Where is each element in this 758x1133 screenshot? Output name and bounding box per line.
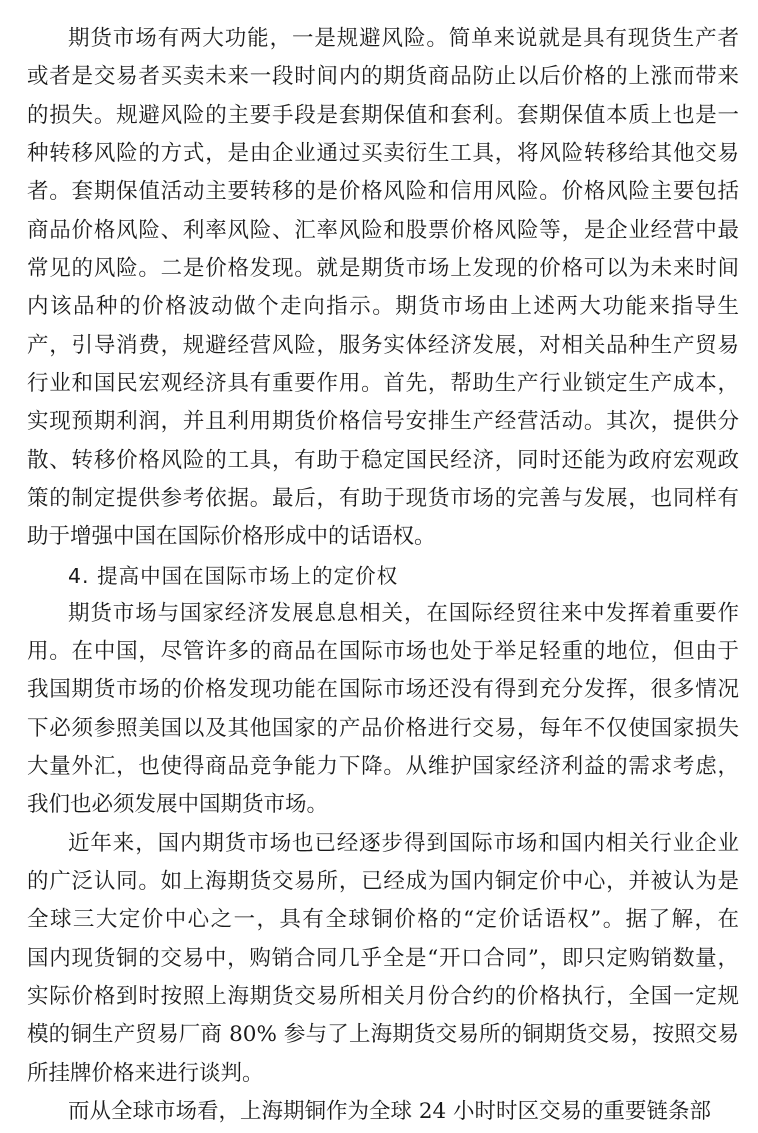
text-line: 者。套期保值活动主要转移的是价格风险和信用风险。价格风险主要包括 xyxy=(27,179,739,204)
section-heading: 4. 提高中国在国际市场上的定价权 xyxy=(68,564,399,588)
text-line: 或者是交易者买卖未来一段时间内的期货商品防止以后价格的上涨而带来 xyxy=(27,64,739,89)
text-line: 散、转移价格风险的工具，有助于稳定国民经济，同时还能为政府宏观政 xyxy=(27,448,739,473)
text-line: 实际价格到时按照上海期货交易所相关月份合约的价格执行，全国一定规 xyxy=(27,984,739,1009)
text-line: 国内现货铜的交易中，购销合同几乎全是“开口合同”，即只定购销数量， xyxy=(27,946,739,971)
text-line: 大量外汇，也使得商品竞争能力下降。从维护国家经济利益的需求考虑， xyxy=(27,754,739,779)
text-line: 模的铜生产贸易厂商 80% 参与了上海期货交易所的铜期货交易，按照交易 xyxy=(27,1022,739,1047)
text-line: 期货市场与国家经济发展息息相关，在国际经贸往来中发挥着重要作 xyxy=(68,601,739,626)
text-line: 全球三大定价中心之一，具有全球铜价格的“定价话语权”。据了解，在 xyxy=(27,907,739,932)
text-line: 种转移风险的方式，是由企业通过买卖衍生工具，将风险转移给其他交易 xyxy=(27,141,739,166)
text-line: 近年来，国内期货市场也已经逐步得到国际市场和国内相关行业企业 xyxy=(68,831,739,856)
text-line: 我们也必须发展中国期货市场。 xyxy=(27,792,329,817)
text-line: 内该品种的价格波动做个走向指示。期货市场由上述两大功能来指导生 xyxy=(27,294,739,319)
text-line: 而从全球市场看，上海期铜作为全球 24 小时时区交易的重要链条部 xyxy=(68,1099,712,1124)
text-line: 所挂牌价格来进行谈判。 xyxy=(27,1061,264,1086)
text-line: 用。在中国，尽管许多的商品在国际市场也处于举足轻重的地位，但由于 xyxy=(27,639,739,664)
text-line: 常见的风险。二是价格发现。就是期货市场上发现的价格可以为未来时间 xyxy=(27,256,739,281)
text-line: 下必须参照美国以及其他国家的产品价格进行交易，每年不仅使国家损失 xyxy=(27,716,739,741)
text-line: 行业和国民宏观经济具有重要作用。首先，帮助生产行业锁定生产成本， xyxy=(27,371,739,396)
text-line: 的损失。规避风险的主要手段是套期保值和套利。套期保值本质上也是一 xyxy=(27,103,739,128)
text-line: 助于增强中国在国际价格形成中的话语权。 xyxy=(27,524,436,549)
text-line: 我国期货市场的价格发现功能在国际市场还没有得到充分发挥，很多情况 xyxy=(27,677,739,702)
text-line: 的广泛认同。如上海期货交易所，已经成为国内铜定价中心，并被认为是 xyxy=(27,869,739,894)
text-line: 期货市场有两大功能，一是规避风险。简单来说就是具有现货生产者 xyxy=(68,26,739,51)
text-line: 产，引导消费，规避经营风险，服务实体经济发展，对相关品种生产贸易 xyxy=(27,333,739,358)
text-line: 策的制定提供参考依据。最后，有助于现货市场的完善与发展，也同样有 xyxy=(27,486,739,511)
text-line: 商品价格风险、利率风险、汇率风险和股票价格风险等，是企业经营中最 xyxy=(27,218,739,243)
text-line: 实现预期利润，并且利用期货价格信号安排生产经营活动。其次，提供分 xyxy=(27,409,739,434)
